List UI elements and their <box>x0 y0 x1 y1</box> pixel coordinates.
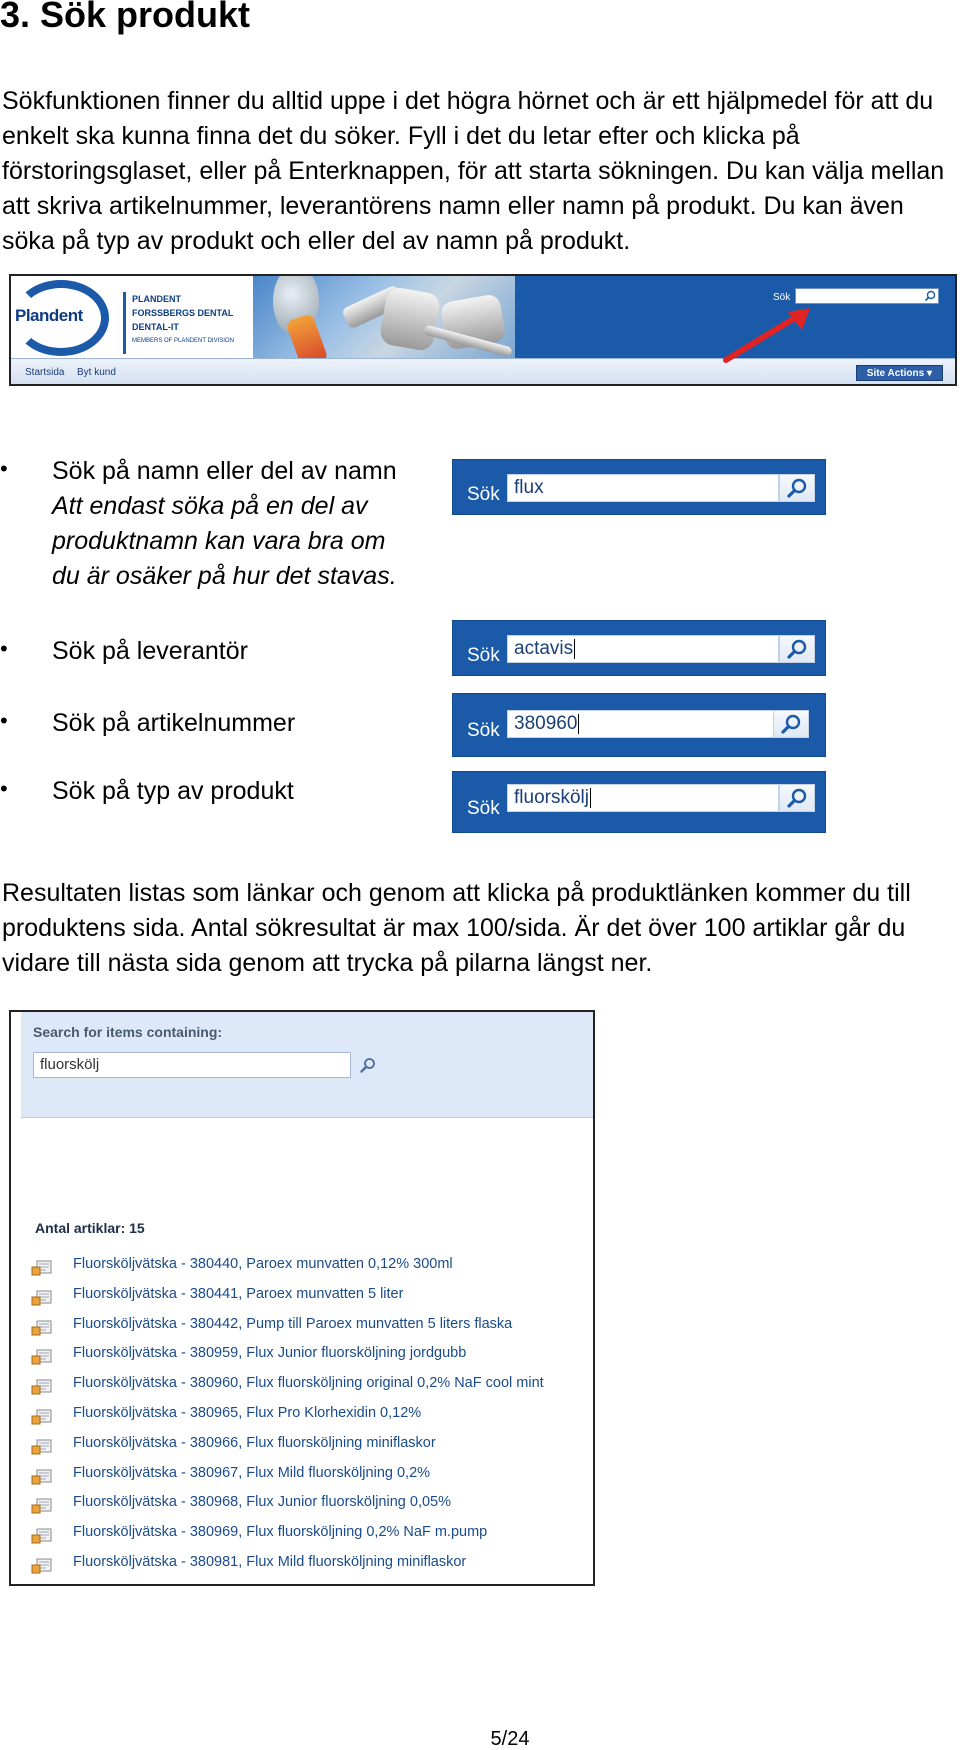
search-input[interactable]: flux <box>507 474 779 502</box>
document-icon <box>31 1320 53 1336</box>
result-link[interactable]: Fluorsköljvätska - 380960, Flux fluorsköljning original 0,2% NaF cool mint <box>73 1375 544 1392</box>
division-item: PLANDENT <box>132 294 181 304</box>
division-item: DENTAL-IT <box>132 322 179 332</box>
bullet-name-search <box>52 454 397 594</box>
page-number <box>0 1728 960 1750</box>
search-example-actavis <box>452 620 826 676</box>
search-button[interactable] <box>779 635 815 663</box>
result-link[interactable]: Fluorsköljvätska - 380969, Flux fluorsköljning 0,2% NaF m.pump <box>73 1524 488 1541</box>
search-input[interactable]: actavis <box>507 635 779 663</box>
plandent-logo[interactable] <box>11 276 117 358</box>
result-row[interactable] <box>31 1282 591 1312</box>
search-results-title: Search for items containing: <box>33 1024 223 1040</box>
search-label: Sök <box>467 720 500 741</box>
document-icon <box>31 1349 53 1365</box>
result-row[interactable] <box>31 1401 591 1431</box>
document-icon <box>31 1498 53 1514</box>
document-icon <box>31 1290 53 1306</box>
logo-text: Plandent <box>15 306 83 325</box>
magnifier-icon <box>780 636 814 662</box>
bullet-dot: • <box>0 708 8 733</box>
header-search-label: Sök <box>773 292 791 303</box>
document-icon <box>31 1409 53 1425</box>
header-search-input[interactable] <box>795 288 939 304</box>
search-button[interactable] <box>779 474 815 502</box>
search-label: Sök <box>467 645 500 666</box>
bullet-title: Sök på namn eller del av namn <box>52 457 397 485</box>
division-list <box>123 292 253 354</box>
search-button[interactable] <box>773 710 809 738</box>
result-link[interactable]: Fluorsköljvätska - 380440, Paroex munvatten 0,12% 300ml <box>73 1256 453 1272</box>
result-link[interactable]: Fluorsköljvätska - 380981, Flux Mild fluorsköljning miniflaskor <box>73 1553 467 1570</box>
search-results-header <box>21 1012 593 1118</box>
search-example-380960 <box>452 693 826 757</box>
result-link[interactable]: Fluorsköljvätska - 380966, Flux fluorsköljning miniflaskor <box>73 1434 436 1451</box>
red-pointer-arrow <box>718 306 828 366</box>
result-row[interactable] <box>31 1550 591 1580</box>
search-example-fluorskolj <box>452 771 826 833</box>
nav-link-startsida[interactable]: Startsida <box>25 367 65 378</box>
site-actions-menu[interactable]: Site Actions ▾ <box>856 365 943 381</box>
results-paragraph: Resultaten listas som länkar och genom att klicka på produktlänken kommer du till produktens sida. Antal sökresultat är max 100/sida. Är det över 100 artiklar går du vidare till nästa sida genom att trycka på pilarna längst ner. <box>2 879 911 977</box>
document-icon <box>31 1558 53 1574</box>
result-link[interactable]: Fluorsköljvätska - 380441, Paroex munvatten 5 liter <box>73 1285 404 1302</box>
result-row[interactable] <box>31 1520 591 1550</box>
result-row[interactable] <box>31 1461 591 1491</box>
search-example-flux <box>452 459 826 515</box>
intro-paragraph: Sökfunktionen finner du alltid uppe i det högra hörnet och är ett hjälpmedel för att du enkelt ska kunna finna det du söker. Fyll i det du letar efter och klicka på förstoringsglaset, eller på Enterknappen, för att starta sökningen. Du kan välja mellan att skriva artikelnummer, leverantörens namn eller namn på produkt. Du kan även söka på typ av produkt och eller del av namn på produkt. <box>2 87 945 255</box>
document-icon <box>31 1469 53 1485</box>
search-icon[interactable] <box>924 290 936 302</box>
bullet-subtext: du är osäker på hur det stavas. <box>52 562 397 590</box>
search-icon[interactable] <box>359 1056 377 1074</box>
bullet-dot: • <box>0 776 8 801</box>
search-label: Sök <box>467 798 500 819</box>
magnifier-icon <box>774 711 808 737</box>
result-link[interactable]: Fluorsköljvätska - 380442, Pump till Paroex munvatten 5 liters flaska <box>73 1315 513 1332</box>
result-link[interactable]: Fluorsköljvätska - 380965, Flux Pro Klorhexidin 0,12% <box>73 1404 422 1421</box>
results-search-input[interactable]: fluorskölj <box>33 1052 351 1078</box>
magnifier-icon <box>780 785 814 811</box>
bullet-dot: • <box>0 456 8 481</box>
document-icon <box>31 1528 53 1544</box>
bullet-supplier-search: Sök på leverantör <box>52 637 248 665</box>
page-title: 3. Sök produkt <box>0 0 251 35</box>
bullet-dot: • <box>0 636 8 661</box>
result-link[interactable]: Fluorsköljvätska - 380968, Flux Junior fluorsköljning 0,05% <box>73 1494 451 1511</box>
result-row[interactable] <box>31 1371 591 1401</box>
page-number-text: 5/24 <box>490 1728 530 1750</box>
division-item: FORSSBERGS DENTAL <box>132 308 234 318</box>
result-row[interactable] <box>31 1341 591 1371</box>
document-icon <box>31 1439 53 1455</box>
search-input[interactable]: 380960 <box>507 710 779 738</box>
result-row[interactable] <box>31 1312 591 1342</box>
result-row[interactable] <box>31 1490 591 1520</box>
document-icon <box>31 1379 53 1395</box>
result-count: Antal artiklar: 15 <box>35 1220 145 1236</box>
bullet-subtext: produktnamn kan vara bra om <box>52 527 386 555</box>
search-input[interactable]: fluorskölj <box>507 784 779 812</box>
search-results-screenshot <box>9 1010 595 1586</box>
members-caption: MEMBERS OF PLANDENT DIVISION <box>132 338 234 344</box>
result-row[interactable] <box>31 1431 591 1461</box>
nav-link-byt-kund[interactable]: Byt kund <box>77 367 116 378</box>
bullet-article-search: Sök på artikelnummer <box>52 709 296 737</box>
result-list <box>31 1252 591 1580</box>
bullet-subtext: Att endast söka på en del av <box>52 492 368 520</box>
bullet-type-search: Sök på typ av produkt <box>52 777 294 805</box>
document-icon <box>31 1260 53 1276</box>
search-label: Sök <box>467 484 500 505</box>
result-row[interactable] <box>31 1252 591 1282</box>
search-button[interactable] <box>779 784 815 812</box>
result-link[interactable]: Fluorsköljvätska - 380959, Flux Junior fluorsköljning jordgubb <box>73 1345 467 1362</box>
result-link[interactable]: Fluorsköljvätska - 380967, Flux Mild fluorsköljning 0,2% <box>73 1464 431 1481</box>
dental-tools-image <box>253 276 515 358</box>
magnifier-icon <box>780 475 814 501</box>
